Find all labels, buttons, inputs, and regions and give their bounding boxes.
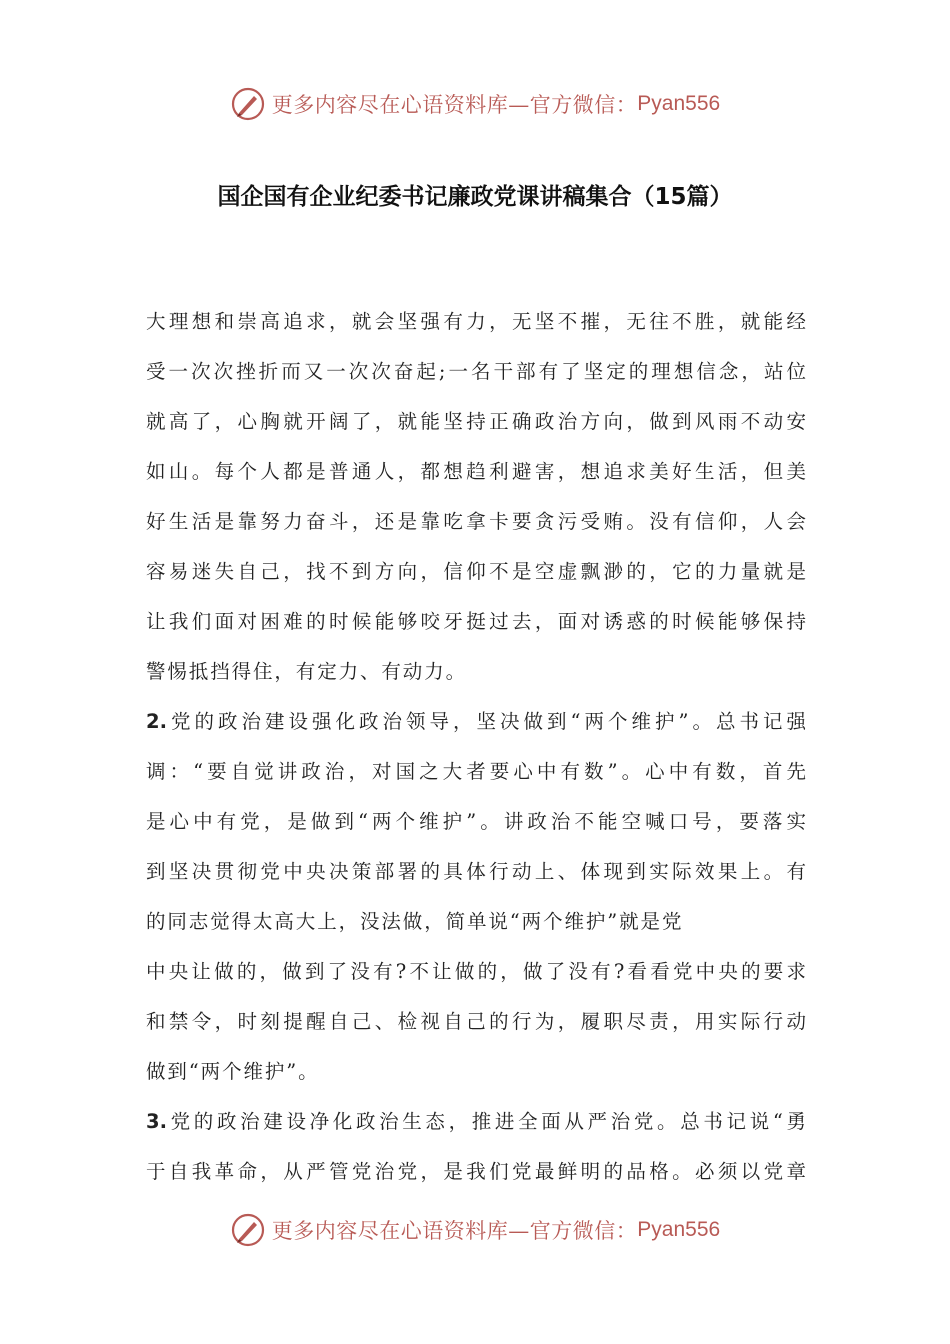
text-line: 是心中有党，是做到“两个维护”。讲政治不能空喊口号，要落实 bbox=[146, 810, 806, 833]
text-line: 中央让做的，做到了没有?不让做的，做了没有?看看党中央的要求 bbox=[146, 960, 806, 983]
text-line: 警惕抵挡得住，有定力、有动力。 bbox=[146, 660, 468, 683]
text-line: 容易迷失自己，找不到方向，信仰不是空虚飘渺的，它的力量就是 bbox=[146, 560, 806, 583]
text-line: 和禁令，时刻提醒自己、检视自己的行为，履职尽责，用实际行动 bbox=[146, 1010, 806, 1033]
text-line: 做到“两个维护”。 bbox=[146, 1060, 320, 1083]
banner-text: 更多内容尽在心语资料库—官方微信： bbox=[271, 1219, 638, 1243]
paragraph-2-first-line bbox=[146, 697, 806, 747]
wechat-id: Pyan556 bbox=[637, 92, 721, 115]
text-line: 如山。每个人都是普通人，都想趋利避害，想追求美好生活，但美 bbox=[146, 460, 806, 483]
wechat-id: Pyan556 bbox=[637, 1218, 721, 1241]
text-line: 受一次次挫折而又一次次奋起;一名干部有了坚定的理想信念，站位 bbox=[146, 360, 806, 383]
paragraph-number: 2. bbox=[146, 710, 167, 733]
text-line: 让我们面对困难的时候能够咬牙挺过去，面对诱惑的时候能够保持 bbox=[146, 610, 806, 633]
text-line: 党的政治建设净化政治生态，推进全面从严治党。总书记说“勇 bbox=[166, 1110, 806, 1133]
footer-banner bbox=[0, 1210, 950, 1250]
paragraph-3-first-line bbox=[146, 1097, 806, 1147]
pen-logo-icon bbox=[230, 86, 266, 122]
text-line: 于自我革命，从严管党治党，是我们党最鲜明的品格。必须以党章 bbox=[146, 1160, 806, 1183]
banner-text: 更多内容尽在心语资料库—官方微信： bbox=[271, 93, 638, 117]
document-title: 国企国有企业纪委书记廉政党课讲稿集合（15篇） bbox=[217, 184, 733, 210]
text-line: 就高了，心胸就开阔了，就能坚持正确政治方向，做到风雨不动安 bbox=[146, 410, 806, 433]
text-line: 大理想和崇高追求，就会坚强有力，无坚不摧，无往不胜，就能经 bbox=[146, 310, 806, 333]
text-line: 好生活是靠努力奋斗，还是靠吃拿卡要贪污受贿。没有信仰，人会 bbox=[146, 510, 806, 533]
pen-logo-icon bbox=[230, 1212, 266, 1248]
document-body bbox=[146, 297, 806, 1197]
header-banner bbox=[0, 84, 950, 124]
text-line: 党的政治建设强化政治领导，坚决做到“两个维护”。总书记强 bbox=[166, 710, 806, 733]
text-line: 的同志觉得太高大上，没法做，简单说“两个维护”就是党 bbox=[146, 910, 684, 933]
text-line: 到坚决贯彻党中央决策部署的具体行动上、体现到实际效果上。有 bbox=[146, 860, 806, 883]
text-line: 调：“要自觉讲政治，对国之大者要心中有数”。心中有数，首先 bbox=[146, 760, 806, 783]
paragraph-number: 3. bbox=[146, 1110, 167, 1133]
